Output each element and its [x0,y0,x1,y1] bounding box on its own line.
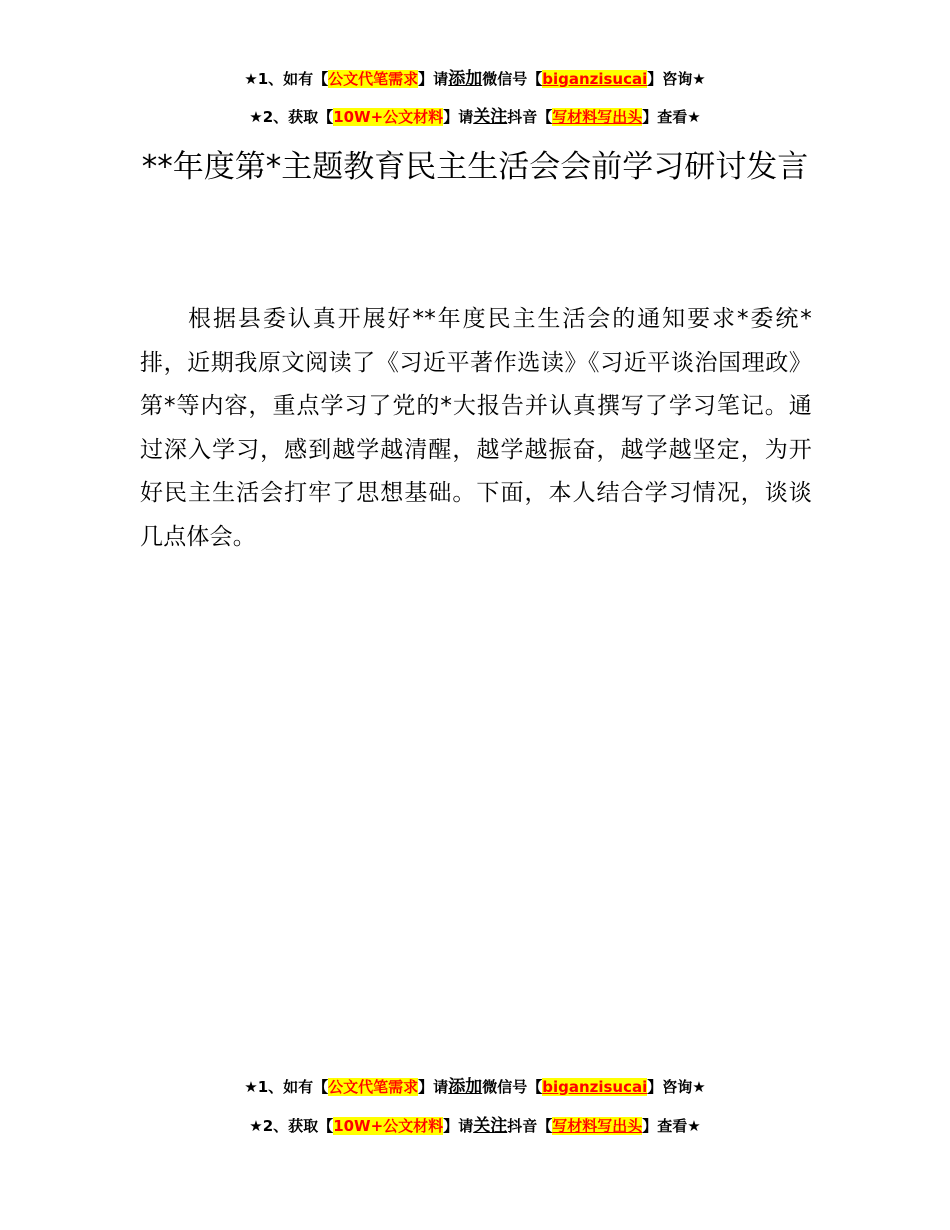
promo-highlight: 10W+公文材料 [333,1117,444,1135]
promo-suffix: 】咨询★ [647,1078,706,1096]
document-title: **年度第*主题教育民主生活会会前学习研讨发言 [141,149,809,185]
promo-suffix: 】查看★ [642,1117,701,1135]
promo-text: 微信号【 [482,1078,543,1096]
promo-prefix: ★2、获取【 [249,108,334,126]
promo-highlight: 公文代笔需求 [328,1078,419,1096]
promo-prefix: ★2、获取【 [249,1117,334,1135]
promo-underlined: 关注 [473,1116,508,1136]
promo-text: 】请 [418,1078,449,1096]
footer-promo-line-1 [0,1076,950,1098]
promo-text: 】请 [443,1117,474,1135]
promo-text: 】请 [443,108,474,126]
footer-promo-line-2 [0,1115,950,1137]
promo-suffix: 】咨询★ [647,70,706,88]
promo-douyin-id: 写材料写出头 [552,1117,643,1135]
promo-underlined: 关注 [473,107,508,127]
promo-douyin-id: 写材料写出头 [552,108,643,126]
promo-highlight: 公文代笔需求 [328,70,419,88]
promo-wechat-id: biganzisucai [542,70,648,88]
header-promo-line-1 [0,68,950,90]
promo-prefix: ★1、如有【 [244,1078,329,1096]
promo-suffix: 】查看★ [642,108,701,126]
header-promo-line-2 [0,106,950,128]
promo-wechat-id: biganzisucai [542,1078,648,1096]
promo-text: 】请 [418,70,449,88]
promo-text: 抖音【 [507,108,553,126]
document-paragraph: 根据县委认真开展好**年度民主生活会的通知要求*委统*排，近期我原文阅读了《习近平著作选读》《习近平谈治国理政》第*等内容，重点学习了党的*大报告并认真撰写了学习笔记。通过深入学习，感到越学越清醒，越学越振奋，越学越坚定，为开好民主生活会打牢了思想基础。下面，本人结合学习情况，谈谈几点体会。 [140,306,812,550]
promo-text: 微信号【 [482,70,543,88]
promo-prefix: ★1、如有【 [244,70,329,88]
promo-underlined: 添加 [448,69,483,89]
promo-underlined: 添加 [448,1077,483,1097]
promo-text: 抖音【 [507,1117,553,1135]
promo-highlight: 10W+公文材料 [333,108,444,126]
